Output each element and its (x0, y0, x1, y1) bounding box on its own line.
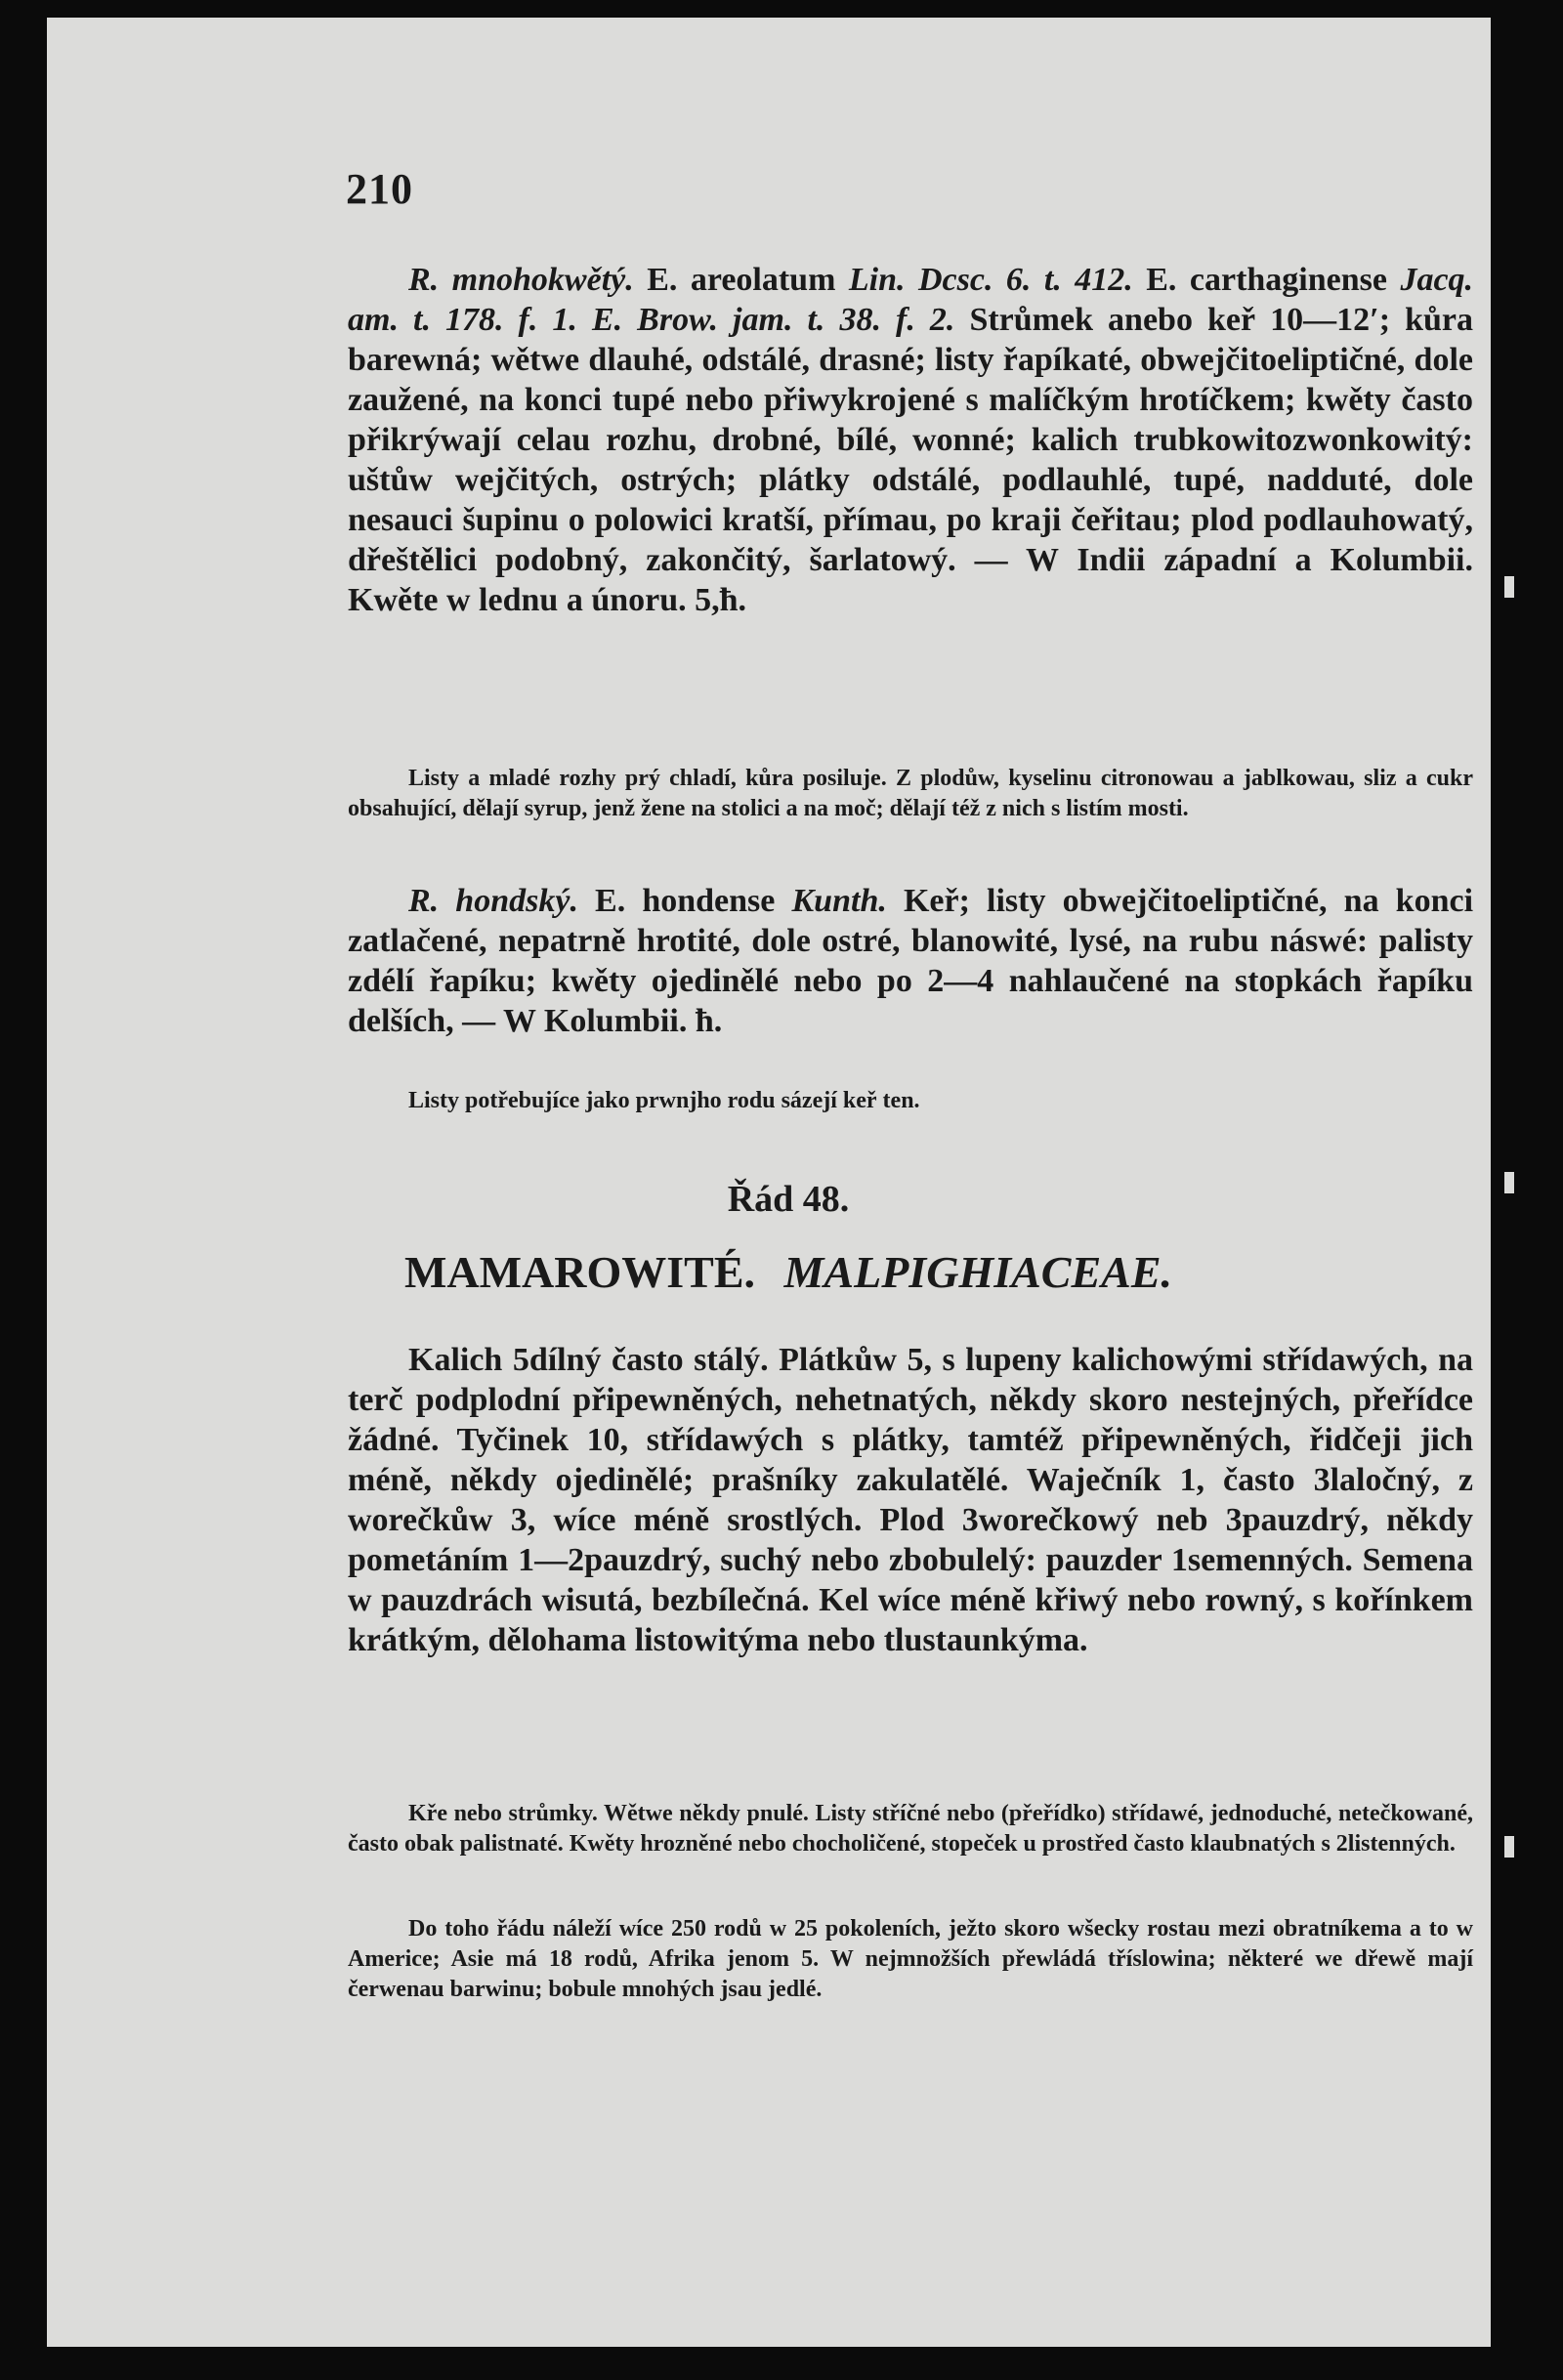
life-form-symbol: 5,ħ. (695, 582, 747, 618)
entry-body: Keř; listy obwejčitoeliptičné, na konci zatlačené, nepatrně hrotité, dole ostré, blanowité, lysé, na rubu náswé: palisty zdélí řapíku; kwěty ojedinělé nebo po 2—4 nahlaučené na stopkách řapíku delších, — W Kolumbii. (348, 883, 1474, 1039)
entry-mnohokwety (348, 260, 1473, 620)
genus-abbr: R. (408, 262, 440, 298)
note-paragraph: Kře nebo strůmky. Wětwe někdy pnulé. Listy stříčné nebo (přeřídko) střídawé, jednoduché, netečkowané, často obak palistnaté. Kwěty hrozněné nebo chocholičené, stopeček u prostřed často klaubnatých s 2listenných. (348, 1801, 1473, 1857)
edge-mark-icon (1504, 576, 1514, 598)
life-form-symbol: ħ. (695, 1003, 723, 1039)
entry-paragraph (348, 260, 1473, 620)
genus-abbr: R. (408, 883, 440, 919)
common-name: hondský. (455, 883, 578, 919)
entry-body: Strůmek anebo keř 10—12′; kůra barewná; wětwe dlauhé, odstálé, drasné; listy řapíkaté, obwejčitoeliptičné, dole zaužené, na konci tupé nebo přiwykrojené s malíčkým hrotíčkem; kwěty často přikrýwají celau rozhu, drobné, bílé, wonné; kalich trubkowitozwonkowitý: uštůw wejčitých, ostrých; plátky odstálé, podlauhlé, tupé, nadduté, dole nesauci šupinu o polowici kratší, přímau, po kraji čeřitau; plod podlauhowatý, dřeštělici podobný, zakončitý, šarlatowý. — W Indii západní a Kolumbii. Kwěte w lednu a únoru. (348, 302, 1473, 618)
reference: Kunth. (791, 883, 887, 919)
family-note (348, 1799, 1473, 1859)
book-page (47, 18, 1491, 2347)
note-paragraph: Listy a mladé rozhy prý chladí, kůra posiluje. Z plodůw, kyselinu citronowau a jablkowau, sliz a cukr obsahující, dělají syrup, jenž žene na stolici a na moč; dělají též z nich s listím mosti. (348, 766, 1473, 821)
entry-hondsky (348, 881, 1473, 1041)
order-heading: Řád 48. (727, 1179, 850, 1220)
entry-paragraph (348, 881, 1473, 1041)
family-heading (47, 1246, 1491, 1298)
edge-mark-icon (1504, 1172, 1514, 1193)
reference: Jacq. am. t. 178. f. 1. E. Brow. jam. t. 38. f. 2. (348, 262, 1474, 338)
edge-mark-icon (1504, 1836, 1514, 1858)
page-number: 210 (346, 165, 413, 213)
entry-note (348, 1086, 1473, 1116)
family-name-czech: MAMAROWITÉ. (403, 1247, 756, 1297)
family-name-latin: MALPIGHIACEAE. (783, 1247, 1173, 1297)
note-paragraph: Listy potřebujíce jako prwnjho rodu sázejí keř ten. (408, 1088, 920, 1113)
description-paragraph: Kalich 5dílný často stálý. Plátkůw 5, s lupeny kalichowými střídawých, na terč podplodní připewněných, nehetnatých, někdy skoro nestejných, přeřídce žádné. Tyčinek 10, střídawých s plátky, tamtéž připewněných, řidčeji jich méně, někdy ojedinělé; prašníky zakulatělé. Waječník 1, často 3laločný, z worečkůw 3, wíce méně srostlých. Plod 3worečkowý neb 3pauzdrý, někdy pometáním 1—2pauzdrý, suchý nebo zbobulelý: pauzder 1semenných. Semena w pauzdrách wisutá, bezbílečná. Kel wíce méně křiwý nebo rowný, s kořínkem krátkým, dělohama listowitýma nebo tlustaunkýma. (348, 1342, 1473, 1658)
reference: Lin. Dcsc. 6. t. 412. (848, 262, 1133, 298)
family-note (348, 1914, 1473, 2005)
entry-note (348, 764, 1473, 824)
common-name: mnohokwětý. (451, 262, 634, 298)
synonym-name: E. carthaginense (1146, 262, 1387, 298)
family-description (348, 1340, 1473, 1660)
latin-name: E. hondense (595, 883, 776, 919)
note-paragraph: Do toho řádu náleží wíce 250 rodů w 25 pokoleních, ježto skoro wšecky rostau mezi obratníkema a to w Americe; Asie má 18 rodů, Afrika jenom 5. W nejmnožších přewládá tříslowina; některé we dřewě mají čerwenau barwinu; bobule mnohých jsau jedlé. (348, 1916, 1473, 2002)
latin-name: E. areolatum (647, 262, 836, 298)
